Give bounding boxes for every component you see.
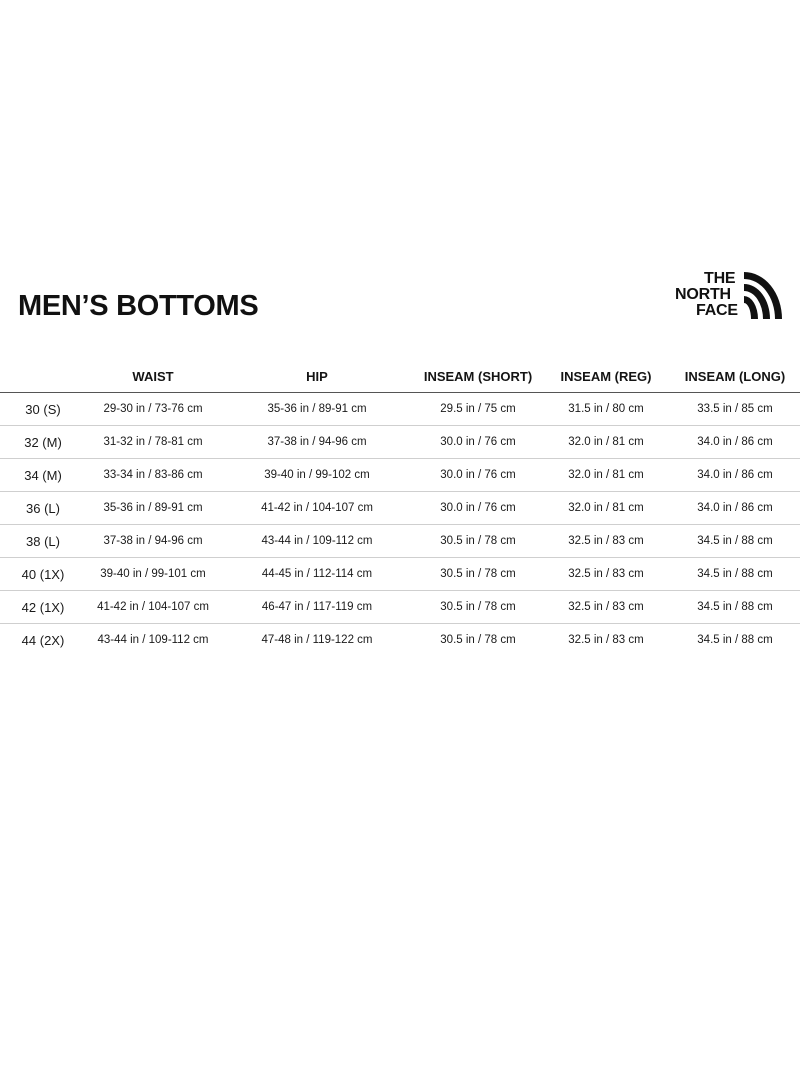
waist-cell: 43-44 in / 109-112 cm xyxy=(97,634,209,646)
header-row xyxy=(0,360,800,393)
table-row xyxy=(0,492,800,525)
hip-cell: 46-47 in / 117-119 cm xyxy=(261,601,373,613)
size-cell: 40 (1X) xyxy=(21,566,65,582)
table-row xyxy=(0,525,800,558)
header-hip: HIP xyxy=(306,368,328,384)
waist-cell: 37-38 in / 94-96 cm xyxy=(103,535,203,547)
inseam-reg-cell: 32.0 in / 81 cm xyxy=(568,502,644,514)
brand-logo xyxy=(674,269,782,321)
table-row xyxy=(0,591,800,624)
inseam-long-cell: 34.0 in / 86 cm xyxy=(697,502,773,514)
inseam-long-cell: 34.5 in / 88 cm xyxy=(697,634,773,646)
header-inseam-reg: INSEAM (REG) xyxy=(560,368,652,384)
inseam-short-cell: 29.5 in / 75 cm xyxy=(440,403,516,415)
inseam-short-cell: 30.0 in / 76 cm xyxy=(440,436,516,448)
header-inseam-long: INSEAM (LONG) xyxy=(684,368,786,384)
logo-word-north: NORTH xyxy=(675,286,731,303)
inseam-long-cell: 33.5 in / 85 cm xyxy=(697,403,773,415)
hip-cell: 43-44 in / 109-112 cm xyxy=(261,535,373,547)
hip-cell: 37-38 in / 94-96 cm xyxy=(267,436,367,448)
table-row xyxy=(0,558,800,591)
size-cell: 34 (M) xyxy=(24,467,62,483)
inseam-long-cell: 34.0 in / 86 cm xyxy=(697,469,773,481)
header-waist: WAIST xyxy=(132,368,174,384)
inseam-reg-cell: 31.5 in / 80 cm xyxy=(568,403,644,415)
table-row xyxy=(0,624,800,657)
waist-cell: 41-42 in / 104-107 cm xyxy=(97,601,209,613)
inseam-reg-cell: 32.0 in / 81 cm xyxy=(568,436,644,448)
inseam-short-cell: 30.5 in / 78 cm xyxy=(440,535,516,547)
header-size xyxy=(0,360,86,393)
size-cell: 38 (L) xyxy=(26,533,60,549)
size-cell: 42 (1X) xyxy=(21,599,65,615)
inseam-long-cell: 34.5 in / 88 cm xyxy=(697,535,773,547)
hip-cell: 39-40 in / 99-102 cm xyxy=(264,469,370,481)
inseam-short-cell: 30.0 in / 76 cm xyxy=(440,469,516,481)
waist-cell: 35-36 in / 89-91 cm xyxy=(103,502,203,514)
hip-cell: 47-48 in / 119-122 cm xyxy=(261,634,373,646)
inseam-short-cell: 30.5 in / 78 cm xyxy=(440,568,516,580)
inseam-reg-cell: 32.5 in / 83 cm xyxy=(568,535,644,547)
size-cell: 44 (2X) xyxy=(21,632,65,648)
waist-cell: 29-30 in / 73-76 cm xyxy=(103,403,203,415)
inseam-reg-cell: 32.5 in / 83 cm xyxy=(568,601,644,613)
table-row xyxy=(0,393,800,426)
inseam-reg-cell: 32.5 in / 83 cm xyxy=(568,634,644,646)
inseam-long-cell: 34.5 in / 88 cm xyxy=(697,568,773,580)
size-cell: 32 (M) xyxy=(24,434,62,450)
size-cell: 30 (S) xyxy=(25,401,61,417)
inseam-reg-cell: 32.0 in / 81 cm xyxy=(568,469,644,481)
waist-cell: 39-40 in / 99-101 cm xyxy=(100,568,206,580)
size-chart-table xyxy=(0,360,800,656)
inseam-long-cell: 34.0 in / 86 cm xyxy=(697,436,773,448)
inseam-short-cell: 30.0 in / 76 cm xyxy=(440,502,516,514)
table-row xyxy=(0,426,800,459)
header-inseam-short: INSEAM (SHORT) xyxy=(423,368,533,384)
inseam-long-cell: 34.5 in / 88 cm xyxy=(697,601,773,613)
size-cell: 36 (L) xyxy=(26,500,60,516)
logo-word-face: FACE xyxy=(696,302,738,319)
inseam-short-cell: 30.5 in / 78 cm xyxy=(440,601,516,613)
hip-cell: 41-42 in / 104-107 cm xyxy=(261,502,373,514)
chart-title: MEN’S BOTTOMS xyxy=(18,290,259,322)
waist-cell: 31-32 in / 78-81 cm xyxy=(103,436,203,448)
hip-cell: 44-45 in / 112-114 cm xyxy=(261,568,373,580)
half-dome-icon xyxy=(744,272,782,319)
hip-cell: 35-36 in / 89-91 cm xyxy=(267,403,367,415)
inseam-reg-cell: 32.5 in / 83 cm xyxy=(568,568,644,580)
logo-word-the: THE xyxy=(704,270,736,287)
table-row xyxy=(0,459,800,492)
waist-cell: 33-34 in / 83-86 cm xyxy=(103,469,203,481)
inseam-short-cell: 30.5 in / 78 cm xyxy=(440,634,516,646)
